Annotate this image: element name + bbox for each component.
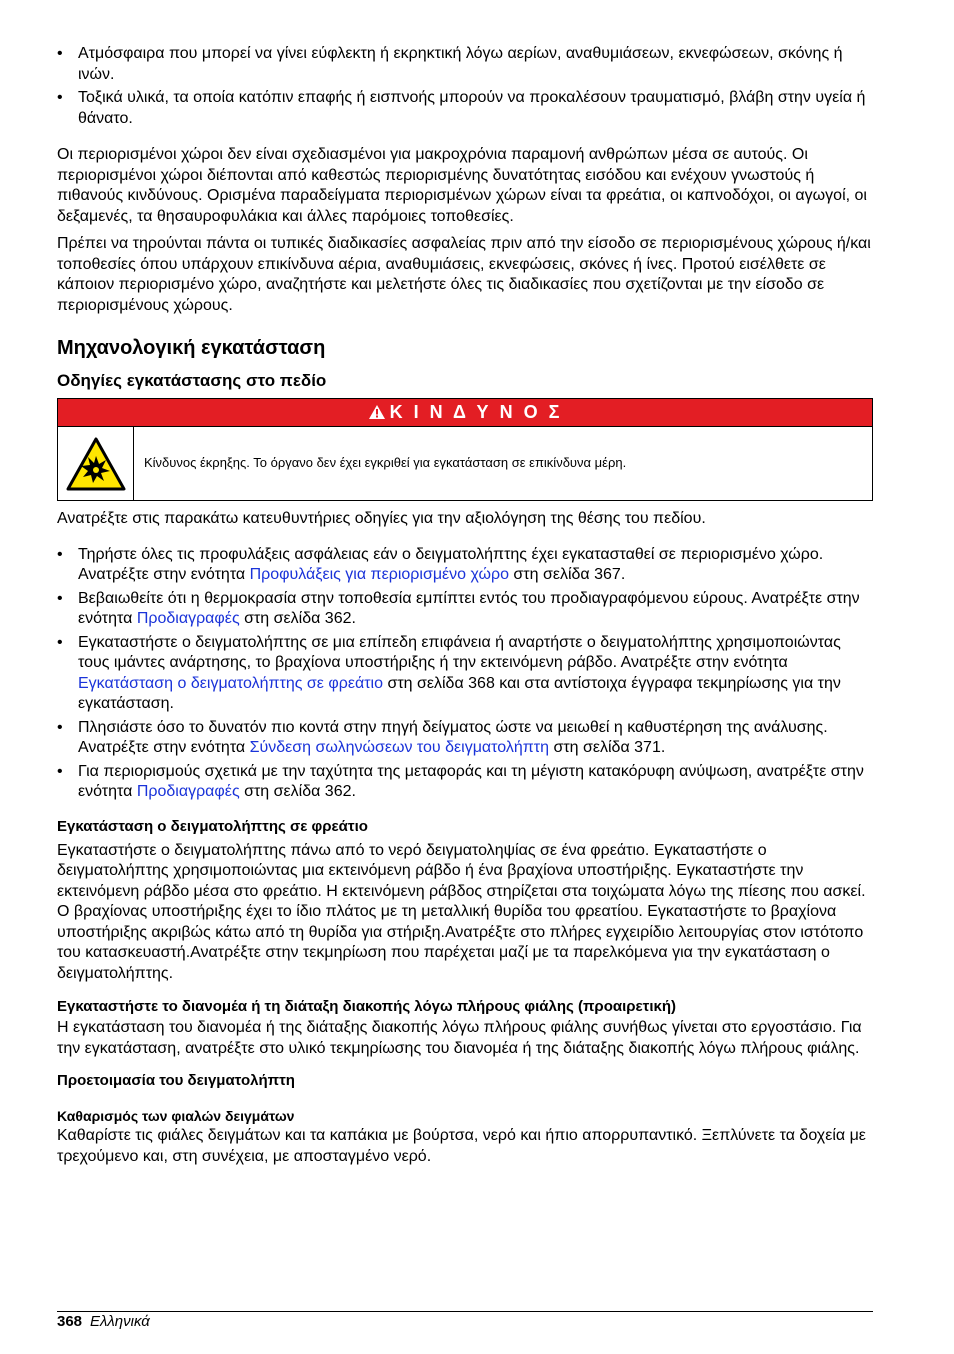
link-tubing-connection[interactable]: Σύνδεση σωληνώσεων του δειγματολήπτη bbox=[249, 739, 549, 756]
list-item: • Ατμόσφαιρα που μπορεί να γίνει εύφλεκτη ή εκρηκτική λόγω αερίων, αναθυμιάσεων, εκνεφώσεων, σκόνης ή ινών. bbox=[57, 44, 873, 85]
paragraph-distributor: Η εγκατάσταση του διανομέα ή της διάταξης διακοπής λόγω πλήρους φιάλης συνήθως γίνεται στο εργοστάσιο. Για την εγκατάσταση, ανατρέξτε στο υλικό τεκμηρίωσης του διανομέα ή της διάταξης διακοπής λόγω πλήρους φιάλης. bbox=[57, 1019, 862, 1057]
page-footer bbox=[57, 1312, 150, 1332]
paragraph-clean-bottles: Καθαρίστε τις φιάλες δειγμάτων και τα καπάκια με βούρτσα, νερό και ήπιο απορρυπαντικό. Ξεπλύνετε τα δοχεία με τρεχούμενο και, στη συνέχεια, με αποσταγμένο νερό. bbox=[57, 1127, 866, 1165]
heading-distributor: Εγκαταστήστε το διανομέα ή τη διάταξη διακοπής λόγω πλήρους φιάλης (προαιρετική) bbox=[57, 998, 677, 1015]
heading-clean-bottles: Καθαρισμός των φιαλών δειγμάτων bbox=[57, 1108, 295, 1124]
top-bullet-list bbox=[57, 44, 873, 129]
footer-language: Ελληνικά bbox=[90, 1313, 150, 1330]
page-number: 368 bbox=[57, 1313, 83, 1330]
list-item: • Βεβαιωθείτε ότι η θερμοκρασία στην τοποθεσία εμπίπτει εντός του προδιαγραφόμενου εύρους. Ανατρέξτε στην ενότητα Προδιαγραφές στη σελίδα 362. bbox=[57, 589, 873, 630]
list-item: • Τηρήστε όλες τις προφυλάξεις ασφάλειας εάν ο δειγματολήπτης έχει εγκατασταθεί σε περιορισμένο χώρο. Ανατρέξτε στην ενότητα Προφυλάξεις για περιορισμένο χώρο στη σελίδα 367. bbox=[57, 545, 873, 586]
link-manhole-installation[interactable]: Εγκατάσταση ο δειγματολήπτης σε φρεάτιο bbox=[78, 674, 383, 692]
danger-text: Κίνδυνος έκρηξης. Το όργανο δεν έχει εγκριθεί για εγκατάσταση σε επικίνδυνα μέρη. bbox=[144, 455, 627, 471]
list-item: • Για περιορισμούς σχετικά με την ταχύτητα της μεταφοράς και τη μέγιστη κατακόρυφη ανύψωση, ανατρέξτε στην ενότητα Προδιαγραφές στη σελίδα 362. bbox=[57, 762, 873, 803]
warning-triangle-icon bbox=[368, 401, 386, 428]
heading-mechanical-installation: Μηχανολογική εγκατάσταση bbox=[57, 337, 326, 359]
footer-divider bbox=[57, 1311, 873, 1312]
paragraph-safety-procedures: Πρέπει να τηρούνται πάντα οι τυπικές διαδικασίες ασφαλείας πριν από την είσοδο σε περιορισμένους χώρους ή/και τοποθεσίες όπου υπάρχουν επικίνδυνα αέρια, αναθυμιάσεις, εκνεφώσεις, σκόνες ή ίνες. Προτού εισέλθετε σε κάποιον περιορισμένο χώρο, αναζητήστε και μελετήστε όλες τις διαδικασίες που σχετίζονται με την είσοδο σε περιορισμένους χώρους. bbox=[57, 235, 871, 314]
heading-field-installation: Οδηγίες εγκατάστασης στο πεδίο bbox=[57, 371, 327, 390]
paragraph-confined-spaces: Οι περιορισμένοι χώροι δεν είναι σχεδιασμένοι για μακροχρόνια παραμονή ανθρώπων μέσα σε αυτούς. Οι περιορισμένοι χώροι διέπονται από καθεστώς περιορισμένης δυνατότητας εισόδου και ενέχουν γνωστούς ή πιθανούς κινδύνους. Ορισμένα παραδείγματα περιορισμένων χώρων είναι τα φρεάτια, οι καπνοδόχοι, οι αγωγοί, οι δεξαμενές, τα θησαυροφυλάκια και άλλες παρόμοιες τοποθεσίες. bbox=[57, 146, 867, 225]
link-confined-space-precautions[interactable]: Προφυλάξεις για περιορισμένο χώρο bbox=[249, 566, 509, 583]
danger-title: Κ Ι Ν Δ Υ Ν Ο Σ bbox=[389, 402, 563, 422]
paragraph-field-intro: Ανατρέξτε στις παρακάτω κατευθυντήριες οδηγίες για την αξιολόγηση της θέσης του πεδίου. bbox=[57, 510, 706, 527]
explosion-hazard-icon bbox=[58, 427, 134, 500]
danger-header bbox=[58, 399, 872, 427]
heading-prepare-sampler: Προετοιμασία του δειγματολήπτη bbox=[57, 1072, 295, 1089]
list-item: • Εγκαταστήστε ο δειγματολήπτης σε μια επίπεδη επιφάνεια ή αναρτήστε ο δειγματολήπτης χρησιμοποιώντας τους ιμάντες ανάρτησης, το βραχίονα υποστήριξης ή την εκτεινόμενη ράβδο. Ανατρέξτε στην ενότητα Εγκατάσταση ο δειγματολήπτης σε φρεάτιο στη σελίδα 368 και στα αντίστοιχα έγγραφα τεκμηρίωσης για την εγκατάσταση. bbox=[57, 633, 873, 715]
link-specifications[interactable]: Προδιαγραφές bbox=[136, 610, 240, 627]
field-bullet-list bbox=[57, 545, 873, 803]
list-item: • Τοξικά υλικά, τα οποία κατόπιν επαφής ή εισπνοής μπορούν να προκαλέσουν τραυματισμό, βλάβη στην υγεία ή θάνατο. bbox=[57, 88, 873, 129]
heading-manhole-installation: Εγκατάσταση ο δειγματολήπτης σε φρεάτιο bbox=[57, 817, 368, 835]
link-specifications-2[interactable]: Προδιαγραφές bbox=[136, 783, 240, 800]
danger-notice bbox=[57, 398, 873, 501]
page-content bbox=[57, 44, 873, 1167]
paragraph-manhole: Εγκαταστήστε ο δειγματολήπτης πάνω από το νερό δειγματοληψίας σε ένα φρεάτιο. Εγκαταστήστε ο δειγματολήπτης χρησιμοποιώντας μια εκτεινόμενη ράβδο ή ένα βραχίονα υποστήριξης. Εγκαταστήστε την εκτεινόμενη ράβδο μέσα στο φρεάτιο. Η εκτεινόμενη ράβδος στηρίζεται στα τοιχώματα λόγω της πίεσης που ασκεί. Ο βραχίονας υποστήριξης έχει το ίδιο πλάτος με τη μεταλλική θυρίδα του φρεατίου. Εγκαταστήστε το βραχίονα υποστήριξης ακριβώς κάτω από τη θυρίδα για στήριξη.Ανατρέξτε στο πλήρες εγχειρίδιο λειτουργίας στον ιστότοπο του κατασκευαστή.Ανατρέξτε στην τεκμηρίωση που παρέχεται μαζί με τα παρελκόμενα για την εγκατάσταση ο δειγματολήπτης. bbox=[57, 841, 866, 982]
list-item: • Πλησιάστε όσο το δυνατόν πιο κοντά στην πηγή δείγματος ώστε να μειωθεί η καθυστέρηση της ανάλυσης. Ανατρέξτε στην ενότητα Σύνδεση σωληνώσεων του δειγματολήπτη στη σελίδα 371. bbox=[57, 718, 873, 759]
